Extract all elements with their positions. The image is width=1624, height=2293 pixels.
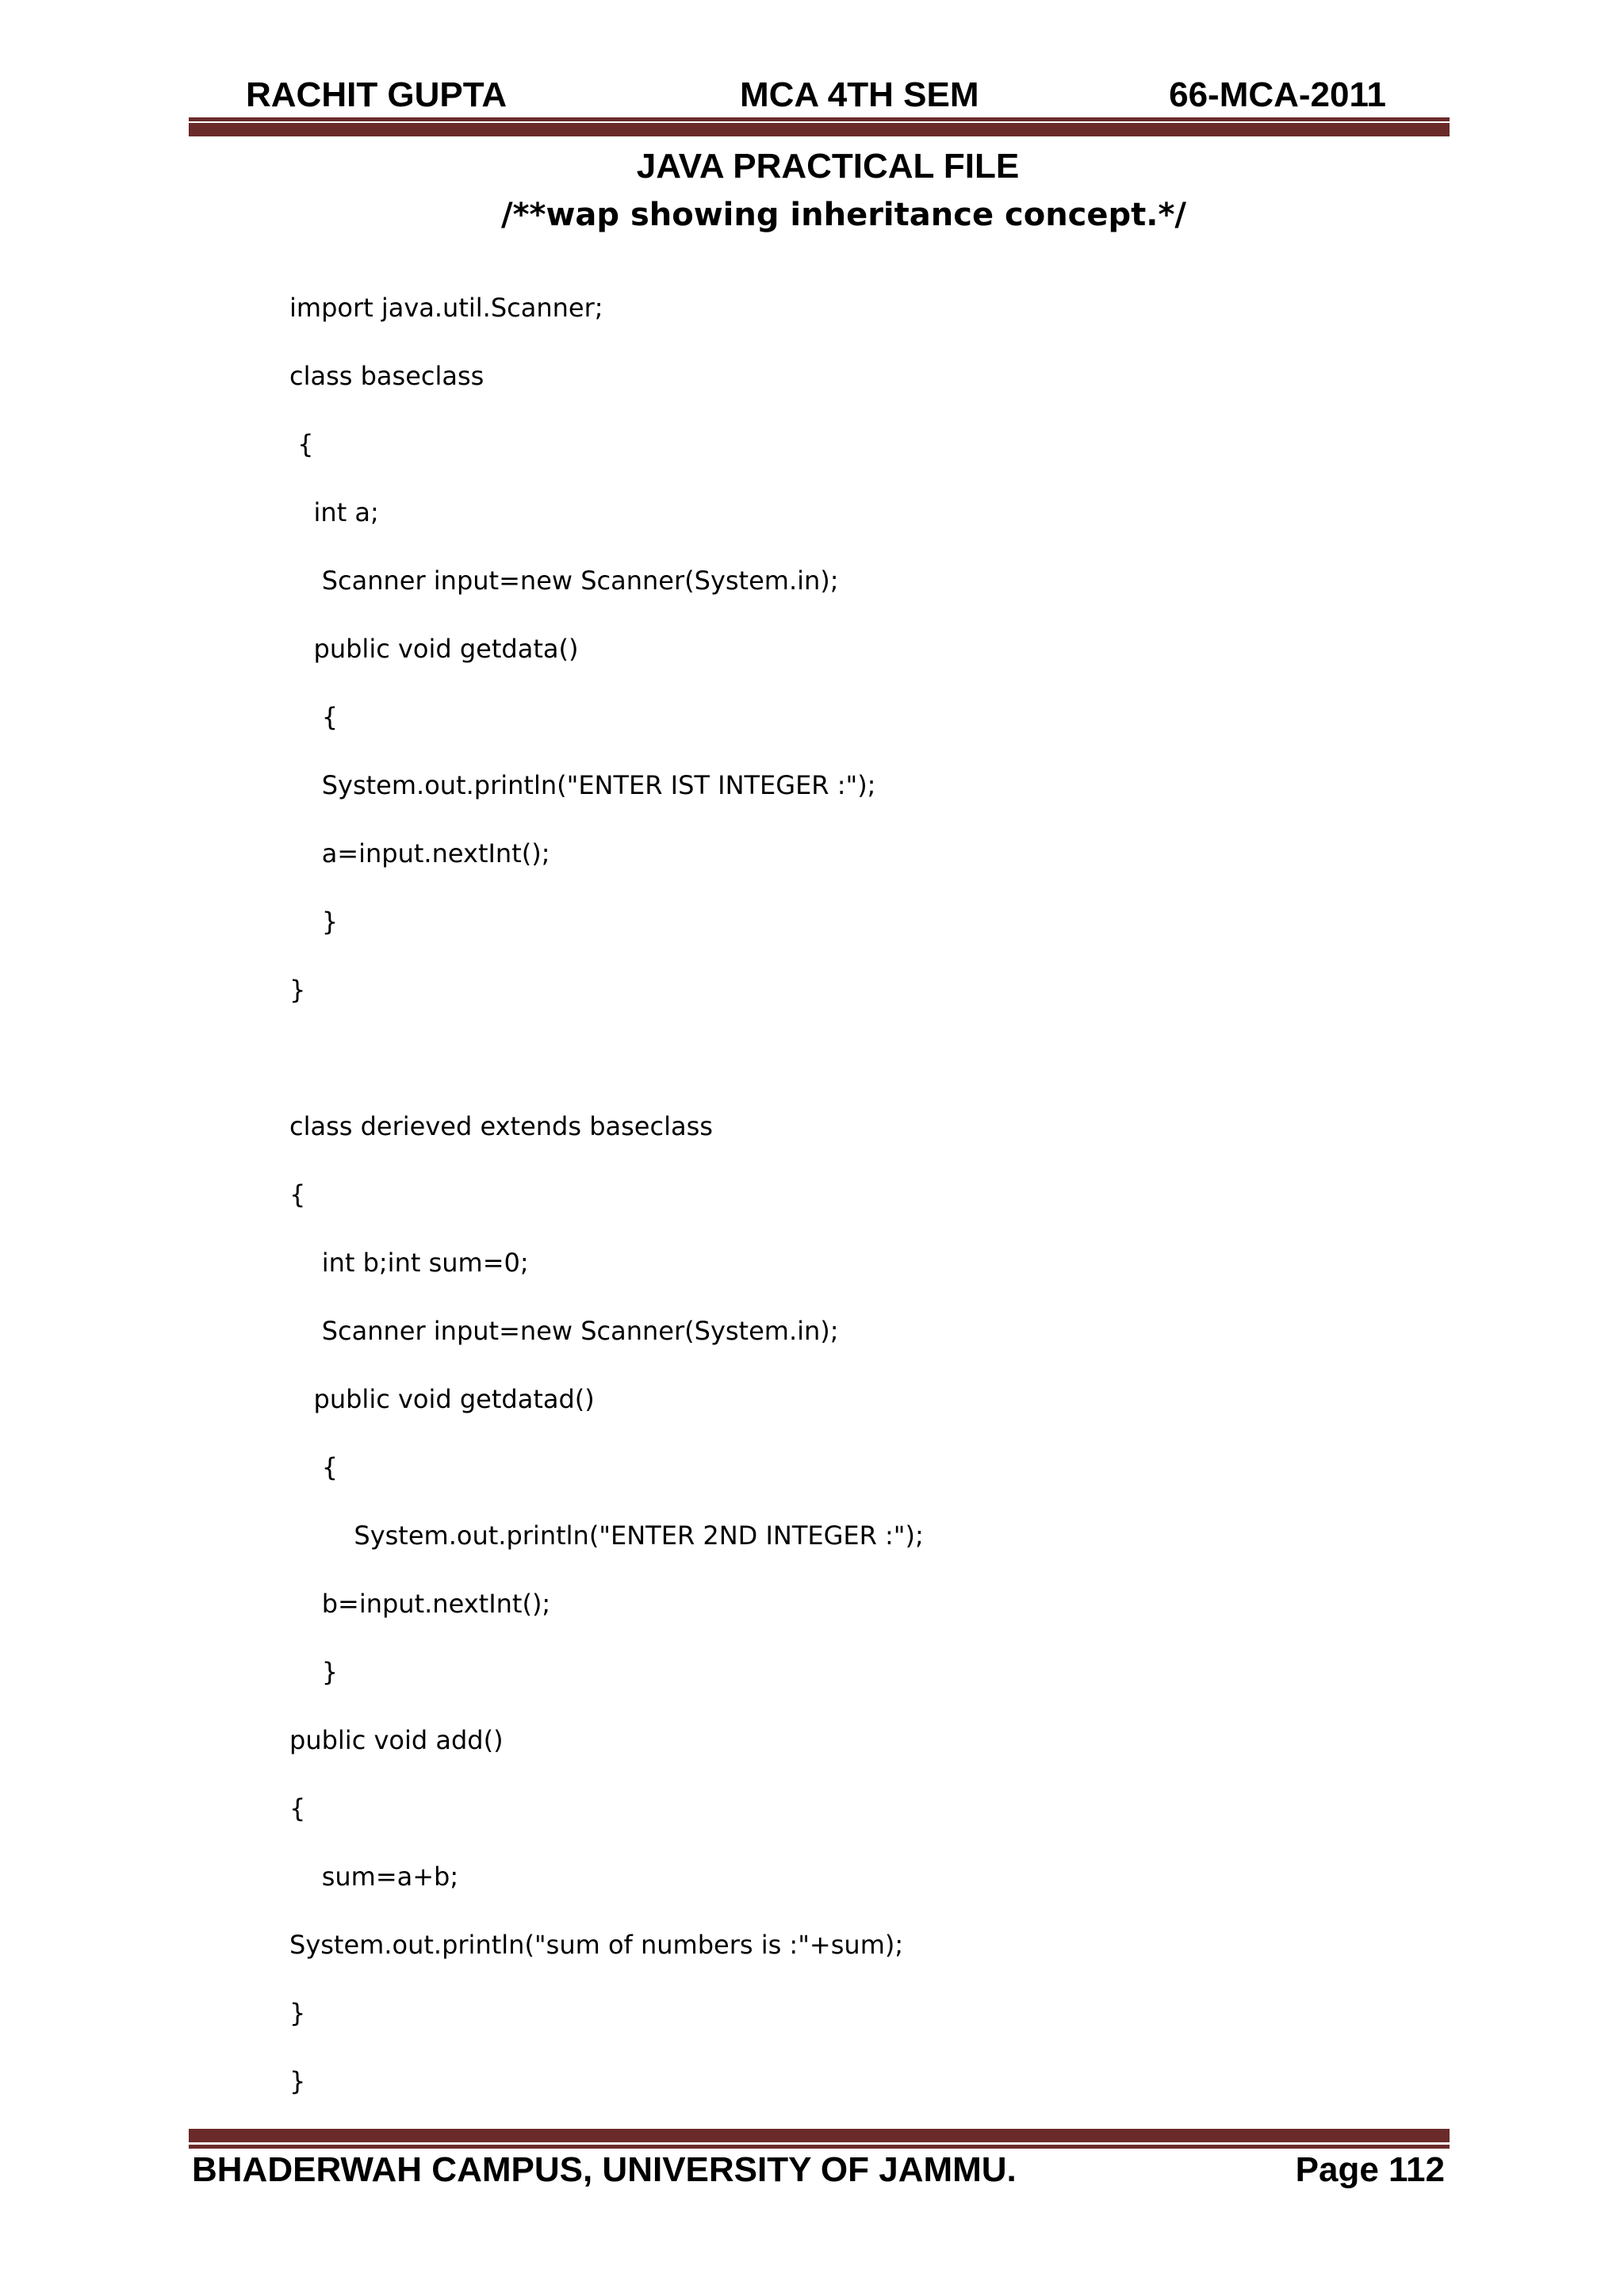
semester-label: MCA 4TH SEM bbox=[740, 75, 979, 114]
code-line: { bbox=[289, 1793, 306, 1823]
code-line: public void getdatad() bbox=[289, 1384, 595, 1414]
code-line: { bbox=[289, 1452, 339, 1482]
code-line: { bbox=[289, 429, 314, 459]
code-line: { bbox=[289, 702, 339, 732]
code-line: System.out.println("sum of numbers is :"+sum); bbox=[289, 1930, 904, 1960]
code-line: } bbox=[289, 907, 339, 937]
code-line: } bbox=[289, 1998, 306, 2028]
document-title: JAVA PRACTICAL FILE bbox=[636, 147, 1020, 186]
code-line: a=input.nextInt(); bbox=[289, 838, 550, 869]
code-line: public void getdata() bbox=[289, 634, 579, 664]
code-line: System.out.println("ENTER IST INTEGER :"); bbox=[289, 770, 876, 800]
roll-number: 66-MCA-2011 bbox=[1169, 75, 1386, 114]
code-line: Scanner input=new Scanner(System.in); bbox=[289, 566, 839, 596]
program-comment-title: /**wap showing inheritance concept.*/ bbox=[501, 197, 1186, 233]
code-line: class derieved extends baseclass bbox=[289, 1111, 713, 1141]
code-line: int a; bbox=[289, 497, 379, 527]
code-line: } bbox=[289, 2066, 306, 2096]
footer-rule-thick bbox=[189, 2129, 1450, 2142]
code-line: b=input.nextInt(); bbox=[289, 1589, 551, 1619]
code-line: } bbox=[289, 1657, 339, 1687]
code-line: { bbox=[289, 1179, 306, 1210]
code-line: int b;int sum=0; bbox=[289, 1248, 529, 1278]
code-line: Scanner input=new Scanner(System.in); bbox=[289, 1316, 839, 1346]
code-listing bbox=[289, 0, 1400, 2293]
page-footer bbox=[192, 2146, 1450, 2194]
code-line: sum=a+b; bbox=[289, 1862, 459, 1892]
code-line: class baseclass bbox=[289, 361, 485, 391]
code-line: public void add() bbox=[289, 1725, 504, 1755]
institution-name: BHADERWAH CAMPUS, UNIVERSITY OF JAMMU. bbox=[192, 2150, 1017, 2189]
code-line: } bbox=[289, 975, 306, 1005]
code-line: import java.util.Scanner; bbox=[289, 293, 603, 323]
page-number: Page 112 bbox=[1295, 2150, 1445, 2189]
author-name: RACHIT GUPTA bbox=[246, 75, 508, 114]
code-line: System.out.println("ENTER 2ND INTEGER :"); bbox=[289, 1520, 924, 1551]
